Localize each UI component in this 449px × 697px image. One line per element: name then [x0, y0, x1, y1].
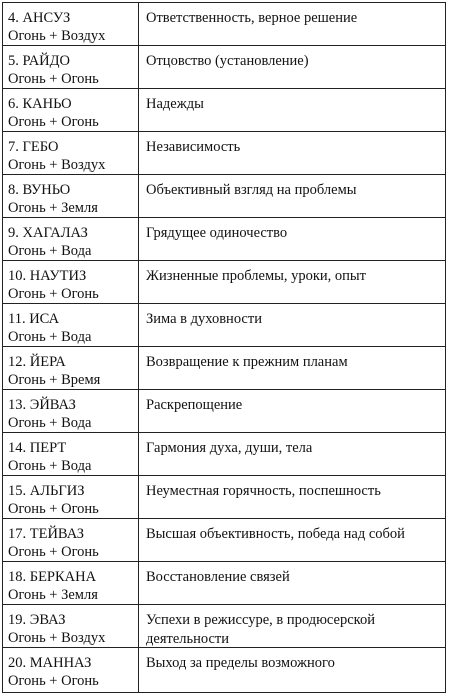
rune-name: 4. АНСУЗ [8, 10, 71, 26]
rune-elements: Огонь + Огонь [8, 544, 99, 560]
rune-cell [3, 46, 139, 88]
meaning-cell: Объективный взгляд на проблемы [146, 182, 357, 198]
table-row [3, 46, 445, 89]
meaning-cell: Возвращение к прежним планам [146, 354, 348, 370]
meaning-cell: Выход за пределы возможного [146, 655, 335, 671]
rune-cell [3, 89, 139, 131]
rune-name: 9. ХАГАЛАЗ [8, 225, 88, 241]
meaning-cell: Неуместная горячность, поспешность [146, 483, 381, 499]
rune-elements: Огонь + Вода [8, 243, 92, 259]
meaning-cell: Зима в духовности [146, 311, 262, 327]
meaning-cell: Независимость [146, 139, 241, 155]
rune-cell [3, 476, 139, 518]
rune-elements: Огонь + Огонь [8, 71, 99, 87]
rune-table [2, 2, 446, 693]
table-row [3, 390, 445, 433]
rune-name: 10. НАУТИЗ [8, 268, 87, 284]
rune-name: 13. ЭЙВАЗ [8, 397, 76, 413]
meaning-cell: Жизненные проблемы, уроки, опыт [146, 268, 367, 284]
rune-name: 12. ЙЕРА [8, 354, 66, 370]
rune-elements: Огонь + Вода [8, 415, 92, 431]
rune-cell [3, 519, 139, 561]
table-row [3, 304, 445, 347]
table-row [3, 562, 445, 605]
rune-elements: Огонь + Воздух [8, 28, 106, 44]
rune-name: 6. КАНЬО [8, 96, 72, 112]
rune-elements: Огонь + Вода [8, 458, 92, 474]
rune-name: 7. ГЕБО [8, 139, 59, 155]
rune-cell [3, 347, 139, 389]
meaning-cell: Ответственность, верное решение [146, 10, 358, 26]
rune-name: 20. МАННАЗ [8, 655, 92, 671]
rune-elements: Огонь + Воздух [8, 630, 106, 646]
table-row [3, 347, 445, 390]
table-row [3, 218, 445, 261]
table-row [3, 261, 445, 304]
rune-name: 5. РАЙДО [8, 53, 71, 69]
meaning-cell: Высшая объективность, победа над собой [146, 526, 405, 542]
rune-cell [3, 562, 139, 604]
rune-elements: Огонь + Огонь [8, 286, 99, 302]
rune-cell [3, 605, 139, 647]
rune-name: 18. БЕРКАНА [8, 569, 97, 585]
table-row [3, 175, 445, 218]
rune-name: 11. ИСА [8, 311, 60, 327]
rune-cell [3, 218, 139, 260]
meaning-cell: Надежды [146, 96, 204, 112]
rune-cell [3, 261, 139, 303]
table-row [3, 605, 445, 648]
rune-cell [3, 433, 139, 475]
rune-name: 15. АЛЬГИЗ [8, 483, 85, 499]
meaning-cell: Отцовство (установление) [146, 53, 309, 69]
table-row [3, 89, 445, 132]
rune-cell [3, 648, 139, 692]
rune-cell [3, 175, 139, 217]
rune-elements: Огонь + Вода [8, 329, 92, 345]
rune-cell [3, 304, 139, 346]
rune-name: 19. ЭВАЗ [8, 612, 66, 628]
rune-name: 14. ПЕРТ [8, 440, 67, 456]
rune-name: 17. ТЕЙВАЗ [8, 526, 85, 542]
rune-elements: Огонь + Земля [8, 200, 98, 216]
table-row [3, 132, 445, 175]
meaning-cell: Раскрепощение [146, 397, 243, 413]
rune-cell [3, 132, 139, 174]
table-row [3, 476, 445, 519]
meaning-cell: Успехи в режиссуре, в продюсерской деятельности [146, 612, 375, 647]
table-row [3, 648, 445, 693]
table-row [3, 433, 445, 476]
rune-cell [3, 390, 139, 432]
table-row [3, 519, 445, 562]
meaning-cell: Грядущее одиночество [146, 225, 288, 241]
rune-elements: Огонь + Земля [8, 587, 98, 603]
rune-elements: Огонь + Огонь [8, 114, 99, 130]
rune-elements: Огонь + Воздух [8, 157, 106, 173]
rune-elements: Огонь + Огонь [8, 501, 99, 517]
rune-name: 8. ВУНЬО [8, 182, 71, 198]
rune-elements: Огонь + Огонь [8, 673, 99, 689]
rune-elements: Огонь + Время [8, 372, 101, 388]
rune-cell [3, 3, 139, 45]
meaning-cell: Гармония духа, души, тела [146, 440, 313, 456]
table-row [3, 3, 445, 46]
meaning-cell: Восстановление связей [146, 569, 290, 585]
